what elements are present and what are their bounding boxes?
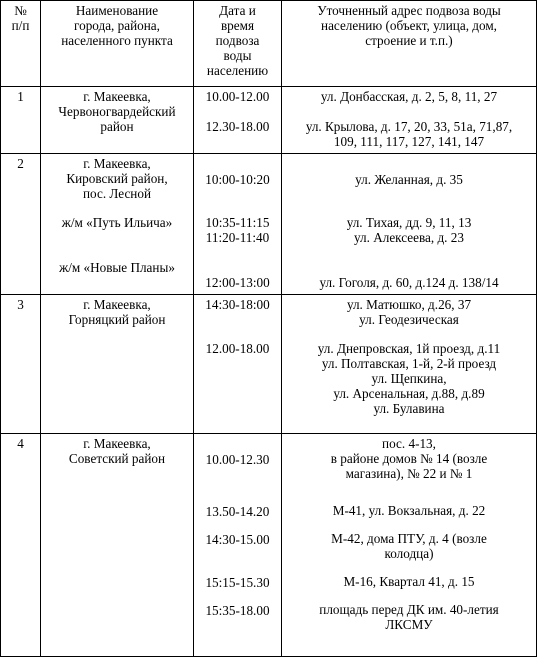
- header-time: Дата и время подвоза воды населению: [194, 1, 282, 87]
- row-name: г. Макеевка, Червоногвардейский район: [41, 87, 194, 154]
- table-row: [1, 434, 537, 657]
- row-address: ул. Желанная, д. 35 ул. Тихая, дд. 9, 11, 13 ул. Алексеева, д. 23 ул. Гоголя, д. 60, д.124 д. 138/14: [282, 154, 537, 295]
- row-time: 14:30-18:00 12.00-18.00: [194, 295, 282, 434]
- header-address: Уточненный адрес подвоза воды населению (объект, улица, дом, строение и т.п.): [282, 1, 537, 87]
- row-address: ул. Донбасская, д. 2, 5, 8, 11, 27 ул. Крылова, д. 17, 20, 33, 51а, 71,87, 109, 111, 117, 127, 141, 147: [282, 87, 537, 154]
- row-name: г. Макеевка, Горняцкий район: [41, 295, 194, 434]
- row-address: пос. 4-13, в районе домов № 14 (возле магазина), № 22 и № 1 М-41, ул. Вокзальная, д. 22 М-42, дома ПТУ, д. 4 (возле колодца) М-16, Квартал 41, д. 15 площадь перед ДК им. 40-летия ЛКСМУ: [282, 434, 537, 657]
- row-time: 10:00-10:20 10:35-11:15 11:20-11:40 12:00-13:00: [194, 154, 282, 295]
- header-name: Наименование города, района, населенного пункта: [41, 1, 194, 87]
- row-name: г. Макеевка, Кировский район, пос. Лесной ж/м «Путь Ильича» ж/м «Новые Планы»: [41, 154, 194, 295]
- row-time: 10.00-12.00 12.30-18.00: [194, 87, 282, 154]
- row-name: г. Макеевка, Советский район: [41, 434, 194, 657]
- row-number: 2: [1, 154, 41, 295]
- row-address: ул. Матюшко, д.26, 37 ул. Геодезическая ул. Днепровская, 1й проезд, д.11 ул. Полтавская, 1-й, 2-й проезд ул. Щепкина, ул. Арсенальная, д.88, д.89 ул. Булавина: [282, 295, 537, 434]
- row-number: 4: [1, 434, 41, 657]
- row-time: 10.00-12.30 13.50-14.20 14:30-15.00 15:15-15.30 15:35-18.00: [194, 434, 282, 657]
- table-row: [1, 154, 537, 295]
- row-number: 1: [1, 87, 41, 154]
- header-num: № п/п: [1, 1, 41, 87]
- table-row: [1, 87, 537, 154]
- header-row: [1, 1, 537, 87]
- row-number: 3: [1, 295, 41, 434]
- table-row: [1, 295, 537, 434]
